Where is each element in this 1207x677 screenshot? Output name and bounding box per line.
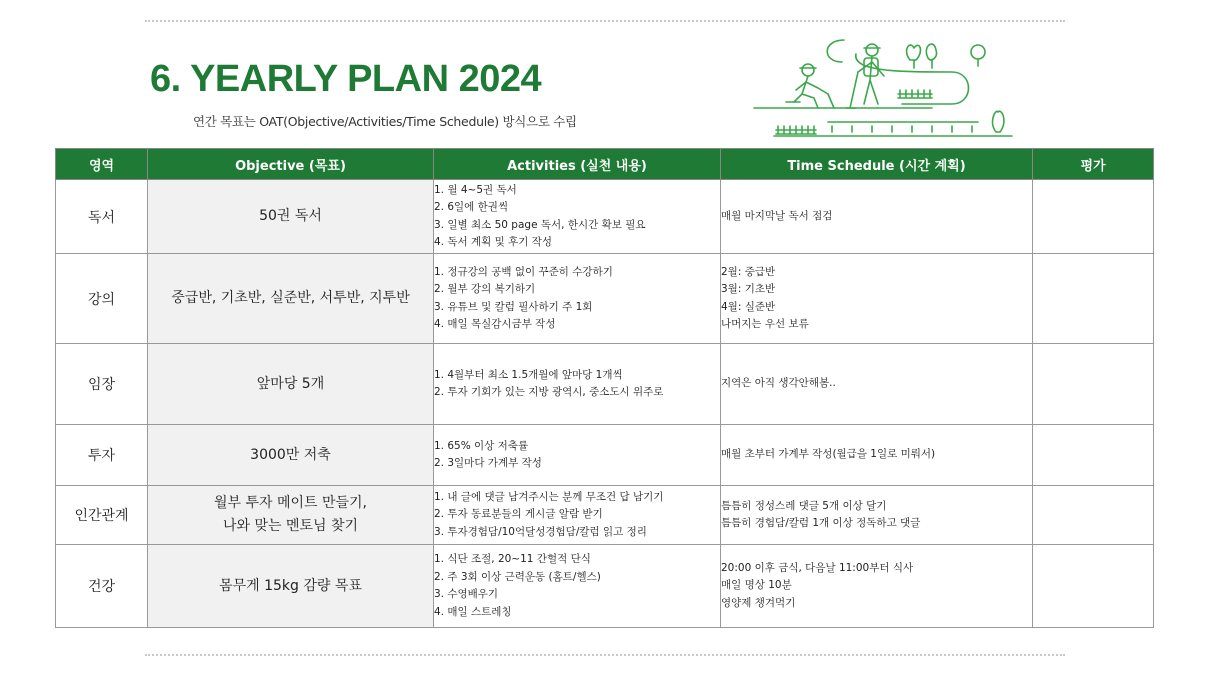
activity-item: 2. 월부 강의 복기하기 [434, 283, 536, 295]
bottom-dotted-divider [145, 654, 1065, 656]
objective-line: 중급반, 기초반, 실준반, 서투반, 지투반 [171, 290, 410, 306]
evaluation-cell[interactable] [1033, 254, 1154, 344]
activity-item: 4. 독서 계획 및 후기 작성 [434, 236, 552, 248]
objective-cell [148, 254, 434, 344]
schedule-item: 나머지는 우선 보류 [721, 318, 809, 330]
schedule-item: 20:00 이후 금식, 다음날 11:00부터 식사 [721, 561, 914, 574]
table-header-row [56, 149, 1154, 180]
activities-cell [434, 486, 721, 545]
objective-cell [148, 545, 434, 628]
activity-item: 1. 월 4~5권 독서 [434, 183, 517, 196]
yearly-plan-table [55, 148, 1154, 628]
schedule-item: 4월: 실준반 [721, 300, 776, 313]
page-title: 6. YEARLY PLAN 2024 [150, 58, 542, 100]
objective-line: 3000만 저축 [250, 446, 331, 463]
activity-item: 1. 식단 조절, 20~11 간헐적 단식 [434, 553, 591, 565]
activity-item: 3. 유튜브 및 칼럼 필사하기 주 1회 [434, 300, 593, 313]
top-dotted-divider [145, 20, 1065, 22]
activity-item: 2. 3일마다 가계부 작성 [434, 457, 542, 469]
area-cell: 강의 [56, 254, 148, 344]
evaluation-cell[interactable] [1033, 344, 1154, 425]
schedule-cell [721, 344, 1033, 425]
objective-cell [148, 180, 434, 254]
area-cell: 임장 [56, 344, 148, 425]
schedule-item: 영양제 챙겨먹기 [721, 596, 796, 609]
objective-line: 50권 독서 [259, 208, 322, 224]
schedule-cell [721, 545, 1033, 628]
evaluation-cell[interactable] [1033, 545, 1154, 628]
evaluation-cell[interactable] [1033, 425, 1154, 486]
activities-cell [434, 180, 721, 254]
activity-item: 1. 내 글에 댓글 남겨주시는 분께 무조건 답 남기기 [434, 490, 664, 503]
evaluation-cell[interactable] [1033, 486, 1154, 545]
schedule-cell [721, 486, 1033, 545]
activities-cell [434, 344, 721, 425]
activity-item: 3. 일별 최소 50 page 독서, 한시간 확보 필요 [434, 218, 646, 231]
table-row [56, 545, 1154, 628]
evaluation-cell[interactable] [1033, 180, 1154, 254]
page-subtitle: 연간 목표는 OAT(Objective/Activities/Time Schedule) 방식으로 수립 [193, 114, 577, 129]
activity-item: 3. 수영배우기 [434, 588, 499, 600]
activity-item: 1. 4월부터 최소 1.5개월에 앞마당 1개씩 [434, 368, 623, 381]
schedule-item: 매일 명상 10분 [721, 579, 792, 592]
table-row [56, 344, 1154, 425]
objective-line: 월부 투자 메이트 만들기, [213, 495, 368, 511]
activity-item: 4. 매일 스트레칭 [434, 605, 512, 618]
activity-item: 2. 투자 동료분들의 게시글 알람 받기 [434, 508, 603, 521]
schedule-item: 매월 초부터 가계부 작성(월급을 1일로 미뤄서) [721, 448, 936, 461]
area-cell: 건강 [56, 545, 148, 628]
table-row [56, 486, 1154, 545]
activity-item: 4. 매일 목실감시금부 작성 [434, 318, 556, 330]
schedule-item: 지역은 아직 생각안해봄.. [721, 377, 836, 390]
schedule-item: 매월 마지막날 독서 점검 [721, 209, 833, 222]
schedule-item: 2월: 중급반 [721, 265, 776, 278]
table-row [56, 180, 1154, 254]
column-header-time-schedule: Time Schedule (시간 계획) [721, 149, 1033, 180]
area-cell: 독서 [56, 180, 148, 254]
activities-cell [434, 254, 721, 344]
schedule-item: 3월: 기초반 [721, 283, 776, 295]
column-header-objective: Objective (목표) [148, 149, 434, 180]
objective-cell [148, 486, 434, 545]
gardening-people-illustration-icon [752, 32, 1014, 140]
activity-item: 2. 6일에 한권씩 [434, 201, 509, 213]
area-cell: 투자 [56, 425, 148, 486]
table-row [56, 425, 1154, 486]
activity-item: 1. 65% 이상 저축률 [434, 439, 529, 452]
objective-line: 나와 맞는 멘토님 찾기 [222, 518, 359, 534]
activities-cell [434, 425, 721, 486]
schedule-cell [721, 180, 1033, 254]
schedule-item: 틈틈히 경험담/칼럼 1개 이상 정독하고 댓글 [721, 517, 921, 529]
activities-cell [434, 545, 721, 628]
objective-line: 앞마당 5개 [256, 375, 325, 392]
column-header-area: 영역 [56, 149, 148, 180]
area-cell: 인간관계 [56, 486, 148, 545]
column-header-activities: Activities (실천 내용) [434, 149, 721, 180]
column-header-evaluation: 평가 [1033, 149, 1154, 180]
schedule-cell [721, 425, 1033, 486]
activity-item: 1. 정규강의 공백 없이 꾸준히 수강하기 [434, 265, 613, 278]
activity-item: 2. 투자 기회가 있는 지방 광역시, 중소도시 위주로 [434, 386, 664, 398]
objective-line: 몸무게 15kg 감량 목표 [219, 577, 362, 594]
objective-cell [148, 425, 434, 486]
schedule-cell [721, 254, 1033, 344]
objective-cell [148, 344, 434, 425]
activity-item: 3. 투자경험담/10억달성경험담/칼럼 읽고 정리 [434, 525, 647, 538]
schedule-item: 틈틈히 정성스레 댓글 5개 이상 달기 [721, 499, 887, 512]
activity-item: 2. 주 3회 이상 근력운동 (홈트/헬스) [434, 570, 601, 583]
table-row [56, 254, 1154, 344]
